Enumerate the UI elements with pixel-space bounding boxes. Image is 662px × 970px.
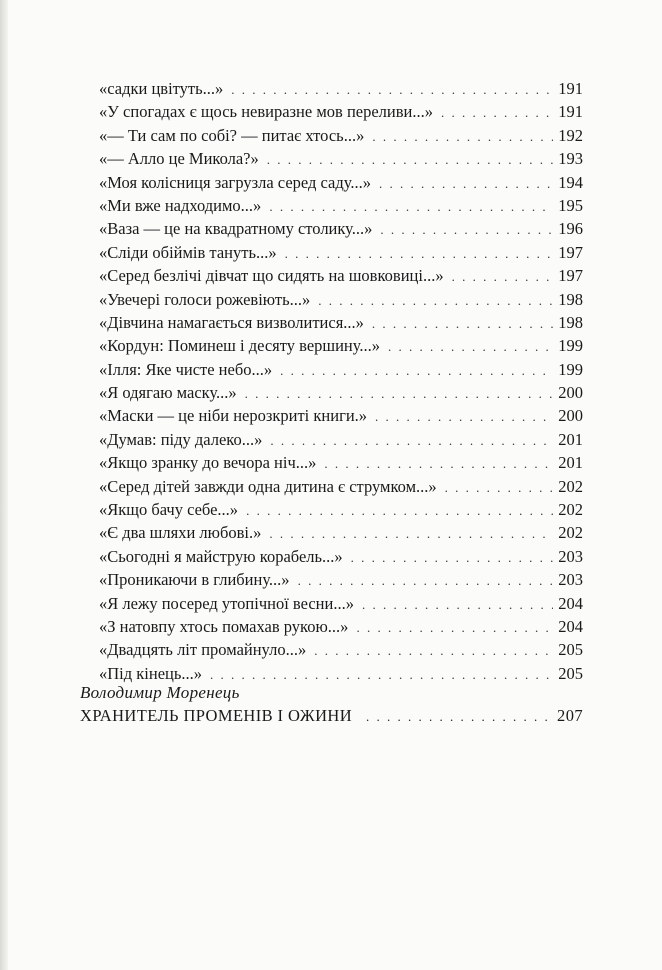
toc-entry-title: «Я одягаю маску...» xyxy=(99,383,237,403)
dot-leader xyxy=(388,334,553,358)
dot-leader xyxy=(379,171,553,195)
toc-entry-page: 193 xyxy=(558,149,583,169)
toc-entry-page: 203 xyxy=(558,570,583,590)
toc-entry-title: «Ілля: Яке чисте небо...» xyxy=(99,359,273,379)
toc-entry xyxy=(99,100,583,123)
toc-entry-page: 191 xyxy=(558,102,583,122)
dot-leader xyxy=(362,592,553,616)
toc-entry xyxy=(99,171,583,194)
page-edge xyxy=(0,0,8,970)
toc-entry-page: 197 xyxy=(558,242,583,262)
dot-leader xyxy=(246,498,553,522)
dot-leader xyxy=(445,475,553,499)
toc-entry xyxy=(99,264,583,287)
toc-entry xyxy=(99,545,583,568)
toc-entry-title: «Є два шляхи любові.» xyxy=(99,523,262,543)
toc-entry-page: 202 xyxy=(558,500,583,520)
toc-entry-page: 191 xyxy=(558,79,583,98)
toc-entry-title: «Сьогодні я майструю корабель...» xyxy=(99,546,343,566)
dot-leader xyxy=(280,358,553,382)
toc-entry xyxy=(99,358,583,381)
dot-leader xyxy=(356,615,553,639)
toc-entry-page: 201 xyxy=(558,453,583,473)
toc-entry xyxy=(99,451,583,474)
toc-entry-page: 199 xyxy=(558,359,583,379)
dot-leader xyxy=(245,381,553,405)
toc-entry-title: «Серед безлічі дівчат що сидять на шовковиці...» xyxy=(99,266,444,286)
dot-leader xyxy=(314,638,553,662)
toc-entry-title: «— Алло це Микола?» xyxy=(99,149,259,169)
toc-entry-title: «Якщо бачу себе...» xyxy=(99,500,239,520)
toc-entry xyxy=(99,428,583,451)
toc-entry-title: «Ваза — це на квадратному столику...» xyxy=(99,219,373,239)
author-name: Володимир Моренець xyxy=(80,683,240,702)
toc-entry-title: «садки цвітуть...» xyxy=(99,79,224,98)
dot-leader xyxy=(324,451,553,475)
dot-leader xyxy=(318,288,553,312)
toc-entry-page: 200 xyxy=(558,383,583,403)
toc-entry xyxy=(99,498,583,521)
toc-entry-title: «Ми вже надходимо...» xyxy=(99,195,262,215)
section-page: 207 xyxy=(557,706,583,725)
toc-entry-title: «Серед дітей завжди одна дитина є струмком...» xyxy=(99,476,437,496)
toc-entry-title: «У спогадах є щось невиразне мов переливи...» xyxy=(99,102,433,122)
section-entry xyxy=(80,704,583,729)
toc-entry-title: «Якщо зранку до вечора ніч...» xyxy=(99,453,317,473)
toc-entry-page: 194 xyxy=(558,172,583,192)
toc-entry-title: «Сліди обіймів тануть...» xyxy=(99,242,277,262)
toc-entry xyxy=(99,615,583,638)
toc-entry-page: 198 xyxy=(558,312,583,332)
toc-entry xyxy=(99,662,583,685)
dot-leader xyxy=(231,77,553,101)
dot-leader xyxy=(441,100,553,124)
toc-entry-page: 205 xyxy=(558,663,583,683)
dot-leader xyxy=(270,428,553,452)
toc-entry-page: 192 xyxy=(558,125,583,145)
dot-leader xyxy=(210,662,553,686)
toc-entry-title: «З натовпу хтось помахав рукою...» xyxy=(99,616,349,636)
toc-entry-page: 197 xyxy=(558,266,583,286)
toc-entry-title: «Двадцять літ промайнуло...» xyxy=(99,640,307,660)
toc-entry-page: 201 xyxy=(558,429,583,449)
toc-entry xyxy=(99,381,583,404)
table-of-contents xyxy=(99,77,583,685)
toc-entry-page: 204 xyxy=(558,616,583,636)
toc-entry-title: «Думав: піду далеко...» xyxy=(99,429,263,449)
toc-entry xyxy=(99,404,583,427)
toc-entry-page: 202 xyxy=(558,523,583,543)
toc-entry-title: «Увечері голоси рожевіють...» xyxy=(99,289,311,309)
toc-entry-title: «Під кінець...» xyxy=(99,663,203,683)
toc-entry xyxy=(99,568,583,591)
dot-leader xyxy=(269,521,553,545)
toc-entry-title: «Маски — це ніби нерозкриті книги.» xyxy=(99,406,368,426)
toc-entry-page: 199 xyxy=(558,336,583,356)
dot-leader xyxy=(366,704,553,729)
dot-leader xyxy=(372,311,553,335)
toc-entry xyxy=(99,217,583,240)
toc-entry xyxy=(99,194,583,217)
toc-entry-page: 196 xyxy=(558,219,583,239)
toc-entry-page: 202 xyxy=(558,476,583,496)
toc-entry-title: «Моя колісниця загрузла серед саду...» xyxy=(99,172,372,192)
toc-entry xyxy=(99,521,583,544)
dot-leader xyxy=(298,568,553,592)
toc-entry xyxy=(99,334,583,357)
toc-entry-page: 203 xyxy=(558,546,583,566)
toc-entry xyxy=(99,638,583,661)
dot-leader xyxy=(452,264,553,288)
toc-entry xyxy=(99,311,583,334)
toc-entry xyxy=(99,147,583,170)
dot-leader xyxy=(285,241,553,265)
toc-entry xyxy=(99,241,583,264)
section-title: ХРАНИТЕЛЬ ПРОМЕНІВ І ОЖИНИ xyxy=(80,706,353,725)
toc-entry-title: «— Ти сам по собі? — питає хтось...» xyxy=(99,125,365,145)
dot-leader xyxy=(351,545,553,569)
toc-entry-title: «Проникаючи в глибину...» xyxy=(99,570,290,590)
toc-entry xyxy=(99,475,583,498)
toc-entry-page: 200 xyxy=(558,406,583,426)
toc-entry-title: «Кордун: Поминеш і десяту вершину...» xyxy=(99,336,380,356)
toc-entry-page: 204 xyxy=(558,593,583,613)
toc-entry xyxy=(99,124,583,147)
dot-leader xyxy=(267,147,553,171)
toc-entry xyxy=(99,288,583,311)
toc-entry-page: 198 xyxy=(558,289,583,309)
dot-leader xyxy=(269,194,553,218)
dot-leader xyxy=(372,124,553,148)
dot-leader xyxy=(380,217,553,241)
toc-entry-title: «Я лежу посеред утопічної весни...» xyxy=(99,593,354,613)
toc-entry xyxy=(99,592,583,615)
toc-entry-page: 205 xyxy=(558,640,583,660)
toc-entry-page: 195 xyxy=(558,195,583,215)
dot-leader xyxy=(375,404,553,428)
toc-entry xyxy=(99,77,583,100)
toc-entry-title: «Дівчина намагається визволитися...» xyxy=(99,312,364,332)
